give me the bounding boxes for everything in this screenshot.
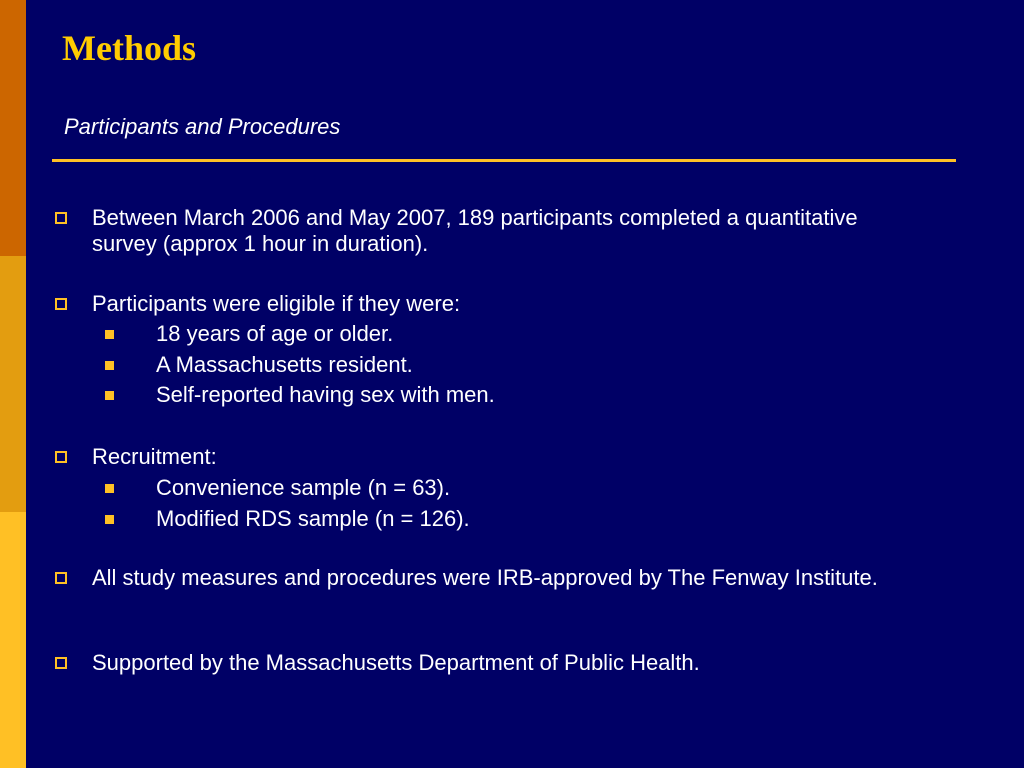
sub-bullet-item <box>156 506 916 532</box>
slide-subtitle: Participants and Procedures <box>64 114 341 139</box>
filled-square-bullet-icon <box>105 330 114 339</box>
filled-square-bullet-icon <box>105 484 114 493</box>
sub-bullet-text: Modified RDS sample (n = 126). <box>156 506 470 531</box>
sub-bullet-text: A Massachusetts resident. <box>156 352 413 377</box>
bullet-item <box>92 650 922 676</box>
hollow-square-bullet-icon <box>55 657 67 669</box>
bullet-text: Supported by the Massachusetts Department of Public Health. <box>92 650 700 675</box>
hollow-square-bullet-icon <box>55 298 67 310</box>
bullet-text: Recruitment: <box>92 444 217 469</box>
filled-square-bullet-icon <box>105 515 114 524</box>
hollow-square-bullet-icon <box>55 212 67 224</box>
slide-title: Methods <box>62 28 196 68</box>
bullet-item <box>92 565 922 591</box>
bullet-text: Between March 2006 and May 2007, 189 participants completed a quantitative survey (approx 1 hour in duration). <box>92 205 858 256</box>
sub-bullet-text: Convenience sample (n = 63). <box>156 475 451 500</box>
sub-bullet-item <box>156 352 916 378</box>
bullet-item <box>92 291 922 317</box>
hollow-square-bullet-icon <box>55 572 67 584</box>
bullet-text: Participants were eligible if they were: <box>92 291 461 316</box>
hollow-square-bullet-icon <box>55 451 67 463</box>
sub-bullet-item <box>156 321 916 347</box>
bullet-item <box>92 444 922 470</box>
sub-bullet-item <box>156 475 916 501</box>
bullet-item <box>92 205 922 257</box>
filled-square-bullet-icon <box>105 391 114 400</box>
sub-bullet-text: Self-reported having sex with men. <box>156 382 495 407</box>
bullet-text: All study measures and procedures were IRB-approved by The Fenway Institute. <box>92 565 878 590</box>
filled-square-bullet-icon <box>105 361 114 370</box>
sub-bullet-item <box>156 382 916 408</box>
sub-bullet-text: 18 years of age or older. <box>156 321 394 346</box>
